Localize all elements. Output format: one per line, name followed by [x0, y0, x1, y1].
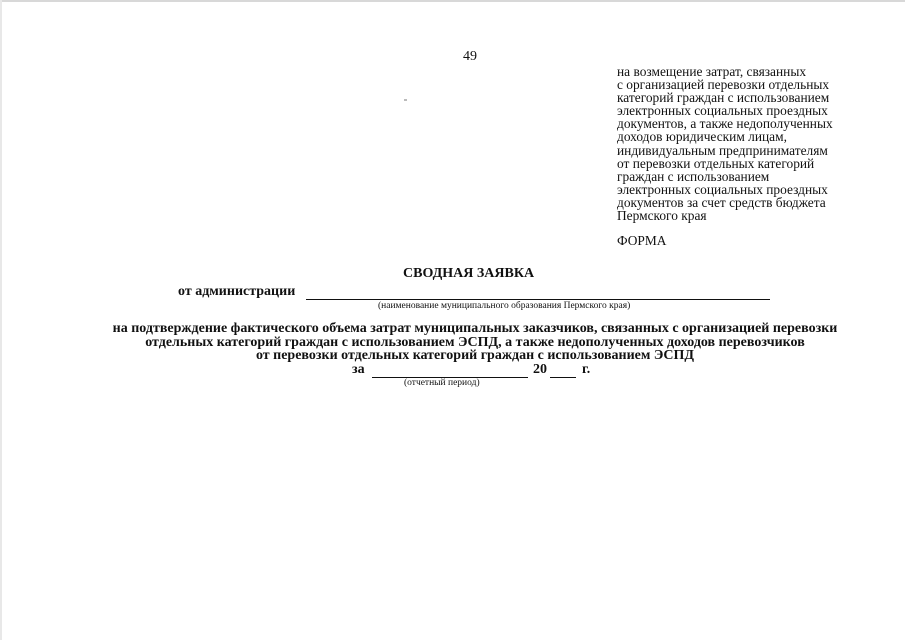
- appendix-line: с организацией перевозки отдельных: [617, 77, 830, 93]
- appendix-line: документов, а также недополученных: [617, 116, 833, 132]
- from-label: от администрации: [178, 284, 296, 299]
- purpose-line: от перевозки отдельных категорий граждан с использованием ЭСПД: [255, 348, 695, 363]
- purpose-line: отдельных категорий граждан с использованием ЭСПД, а также недополученных доходов перевозчиков: [145, 334, 805, 350]
- appendix-line: электронных социальных проездных: [617, 181, 828, 197]
- document-title: СВОДНАЯ ЗАЯВКА: [403, 266, 535, 281]
- reporting-period-caption: (отчетный период): [404, 378, 480, 388]
- appendix-reference-block: [617, 65, 877, 222]
- year-field[interactable]: [550, 377, 576, 378]
- form-label: ФОРМА: [617, 233, 667, 248]
- appendix-line: электронных социальных проездных: [617, 103, 828, 119]
- year-suffix: г.: [582, 362, 591, 377]
- purpose-line: на подтверждение фактического объема затрат муниципальных заказчиков, связанных с организацией перевозки: [112, 321, 838, 336]
- document-purpose: [60, 322, 890, 363]
- scan-top-edge: [0, 0, 905, 2]
- appendix-line: от перевозки отдельных категорий: [617, 155, 815, 171]
- period-prefix: за: [352, 362, 365, 377]
- appendix-line: доходов юридическим лицам,: [617, 129, 787, 145]
- appendix-line: Пермского края: [617, 208, 707, 224]
- year-prefix: 20: [533, 362, 547, 377]
- appendix-line: индивидуальным предпринимателям: [617, 142, 828, 158]
- appendix-line: документов за счет средств бюджета: [617, 194, 826, 210]
- appendix-line: граждан с использованием: [617, 168, 770, 184]
- municipality-name-field[interactable]: [306, 299, 770, 300]
- scan-left-edge: [0, 0, 2, 640]
- scan-artifact: [404, 99, 407, 101]
- appendix-line: категорий граждан с использованием: [617, 90, 830, 106]
- appendix-line: на возмещение затрат, связанных: [617, 64, 807, 79]
- page-number: 49: [463, 49, 477, 64]
- municipality-field-caption: (наименование муниципального образования Пермского края): [378, 301, 631, 311]
